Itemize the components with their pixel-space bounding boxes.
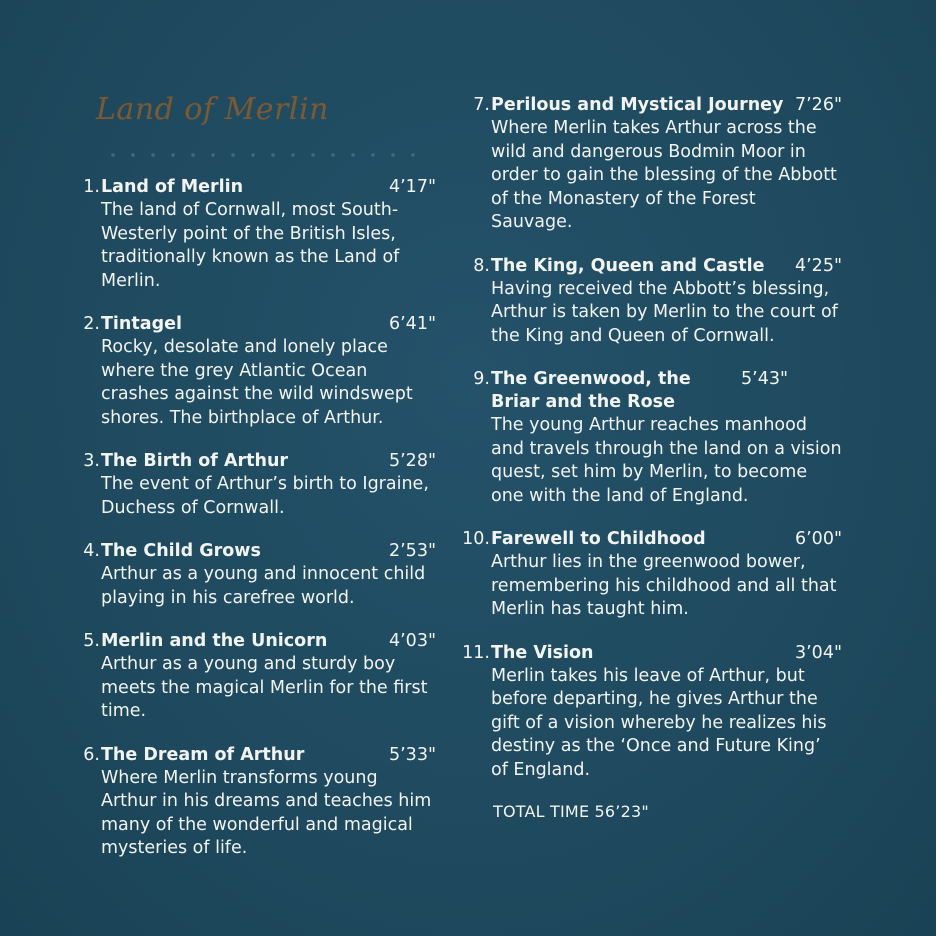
track-number: 7.	[473, 95, 490, 115]
track-list-right	[458, 94, 842, 821]
track-item	[78, 450, 436, 520]
track-number: 5.	[83, 631, 100, 651]
track-item	[458, 368, 842, 508]
track-time: 6’41"	[388, 314, 436, 334]
title-dotted-rule	[103, 153, 423, 157]
track-description: Arthur as a young and sturdy boy meets the magical Merlin for the first time.	[101, 654, 428, 721]
track-number: 3.	[83, 451, 100, 471]
track-number: 9.	[473, 369, 490, 389]
track-name: Tintagel	[101, 314, 182, 334]
track-description: Arthur as a young and innocent child playing in his carefree world.	[101, 564, 426, 608]
track-list-left	[78, 176, 436, 881]
track-name: The King, Queen and Castle	[491, 255, 765, 276]
track-number: 1.	[83, 177, 100, 197]
track-number: 8.	[473, 255, 490, 276]
track-name: Farewell to Childhood	[491, 529, 706, 549]
track-number: 6.	[83, 744, 100, 765]
track-time: 4’17"	[388, 177, 436, 197]
track-number: 2.	[83, 314, 100, 334]
track-time: 7’26"	[794, 95, 842, 115]
track-item	[78, 313, 436, 430]
track-name: The Dream of Arthur	[101, 744, 305, 765]
track-item	[78, 176, 436, 293]
track-item	[458, 255, 842, 349]
track-description: Arthur lies in the greenwood bower, remembering his childhood and all that Merlin has taught him.	[491, 552, 837, 619]
track-time: 2’53"	[388, 541, 436, 561]
track-time: 5’33"	[388, 744, 436, 765]
track-time: 5’43"	[741, 369, 789, 389]
track-name: Perilous and Mystical Journey	[491, 95, 784, 115]
track-time: 4’25"	[794, 255, 842, 276]
track-time: 5’28"	[388, 451, 436, 471]
track-description: The event of Arthur’s birth to Igraine, Duchess of Cornwall.	[101, 474, 429, 518]
track-item	[78, 744, 436, 861]
track-item	[78, 630, 436, 724]
track-description: Rocky, desolate and lonely place where the grey Atlantic Ocean crashes against the wild windswept shores. The birthplace of Arthur.	[101, 337, 413, 428]
track-time: 3’04"	[794, 642, 842, 663]
track-description: Where Merlin takes Arthur across the wild and dangerous Bodmin Moor in order to gain the blessing of the Abbott of the Monastery of the Forest Sauvage.	[491, 118, 837, 232]
track-name: Land of Merlin	[101, 177, 244, 197]
track-name: The Greenwood, the Briar and the Rose	[491, 369, 691, 412]
track-item	[458, 642, 842, 783]
booklet-title: Land of Merlin	[96, 92, 329, 127]
track-description: Where Merlin transforms young Arthur in his dreams and teaches him many of the wonderful and magical mysteries of life.	[101, 767, 432, 858]
track-description: The land of Cornwall, most South-Westerly point of the British Isles, traditionally known as the Land of Merlin.	[101, 200, 400, 291]
total-time: TOTAL TIME 56’23"	[493, 802, 649, 821]
track-description: Merlin takes his leave of Arthur, but before departing, he gives Arthur the gift of a vision whereby he realizes his destiny as the ‘Once and Future King’ of England.	[491, 665, 827, 780]
track-name: The Vision	[491, 642, 594, 663]
track-name: Merlin and the Unicorn	[101, 631, 328, 651]
track-number: 11.	[462, 642, 490, 663]
track-time: 6’00"	[794, 529, 842, 549]
track-name: The Child Grows	[101, 541, 261, 561]
track-description: Having received the Abbott’s blessing, Arthur is taken by Merlin to the court of the King and Queen of Cornwall.	[491, 278, 838, 346]
track-item	[78, 540, 436, 610]
track-time: 4’03"	[388, 631, 436, 651]
track-item	[458, 94, 842, 235]
track-item	[458, 528, 842, 622]
track-number: 4.	[83, 541, 100, 561]
track-number: 10.	[462, 529, 490, 549]
track-name: The Birth of Arthur	[101, 451, 289, 471]
track-description: The young Arthur reaches manhood and travels through the land on a vision quest, set him by Merlin, to become one with the land of England.	[491, 415, 842, 506]
